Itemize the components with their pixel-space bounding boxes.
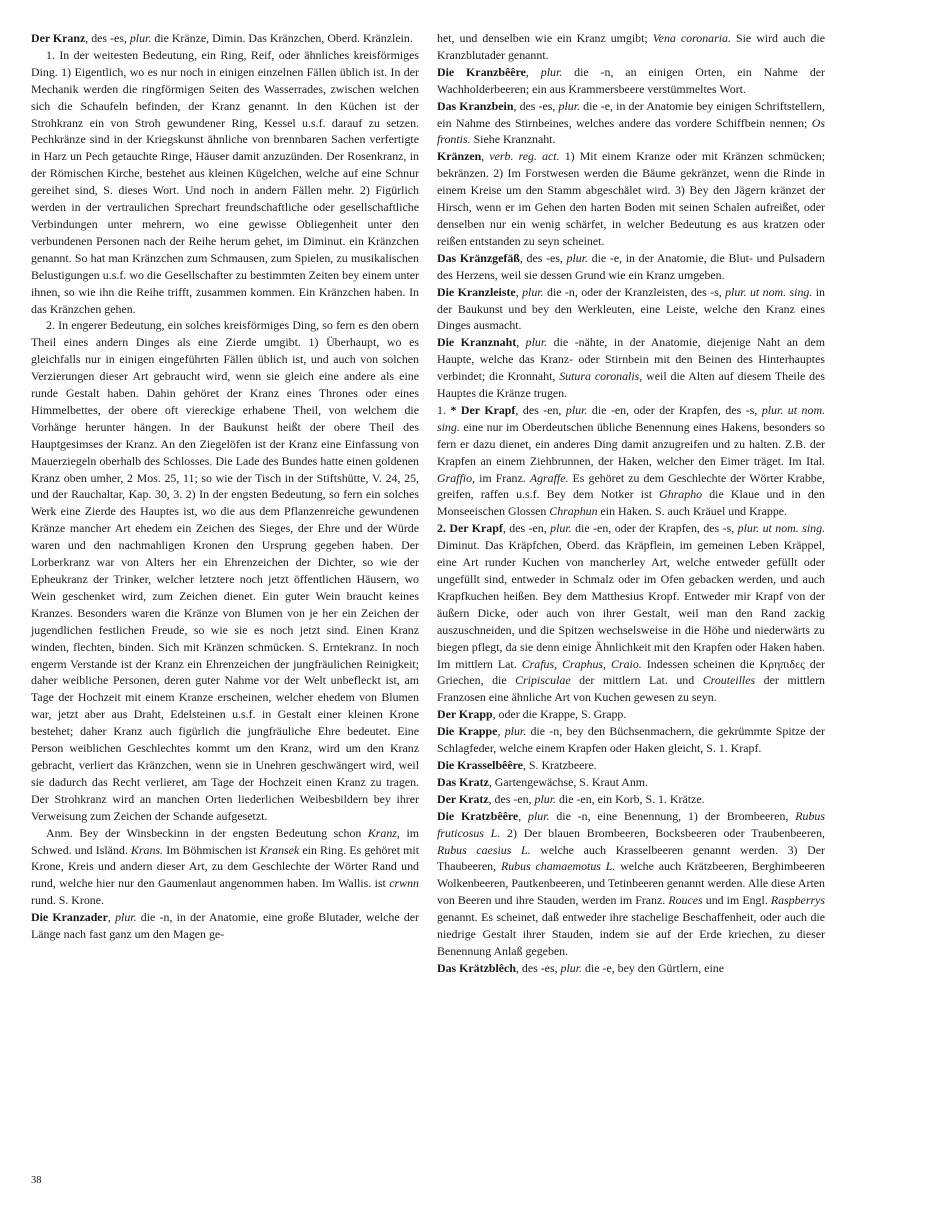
entry-text: , <box>525 64 541 79</box>
dictionary-entry <box>437 64 825 98</box>
dictionary-entry <box>31 317 419 824</box>
entry-text: Siehe Kranznaht. <box>470 132 556 147</box>
headword: Die Kratzbêêre <box>437 808 519 823</box>
dictionary-entry <box>437 520 825 706</box>
italic-text: Rubus fruticosus L. <box>437 808 825 840</box>
right-column <box>437 30 825 977</box>
italic-text: plur. <box>560 960 583 975</box>
dictionary-entry <box>31 909 419 943</box>
entry-text: ein Haken. S. auch Kräuel und Krappe. <box>597 504 788 519</box>
italic-text: plur. <box>566 250 589 265</box>
dictionary-entry <box>437 774 825 791</box>
entry-text: die -nähte, in der Anatomie, diejenige Naht an dem Haupte, welche das Kranz- oder Stirnbein mit den Beinen des Hinterhauptes verbindet; die Kronnaht, <box>437 335 825 384</box>
entry-text: Diminut. Das Kräpfchen, Oberd. das Kräpflein, im gemeinen Leben Kräppel, eine Art runder Kuchen von mancherley Art, welche entweder gefüllt oder ungefüllt sind, entweder in Schmalz oder im Ofen gebacken werden, und auch Krapfkuchen heißen. Bey dem Matthesius Kropf. Entweder mir Krapf von der äußern Dicke, oder auch von ihrer Gestalt, weil man den Rand zackig auszuschneiden, und die Spitzen wechselsweise in die Höhe und niederwärts zu biegen pflegt, da sie denn einige Ähnlichkeit mit den Krapfen oder Haken haben. Im mittlern Lat. <box>437 538 825 671</box>
headword: Das Kranzbein <box>437 98 514 113</box>
entry-text: der mittlern Franzosen eine ähnliche Art von Kuchen gewesen zu seyn. <box>437 673 825 705</box>
entry-text: , <box>515 284 523 299</box>
entry-text: die Klaue und in den Monseeischen Glossen <box>437 487 825 519</box>
entry-text: , S. Kratzbeere. <box>522 757 597 772</box>
entry-text: 1. <box>437 402 451 417</box>
entry-text: die -en, oder der Krapfen, des -s, <box>571 521 738 536</box>
dictionary-entry <box>437 791 825 808</box>
headword: Die Krappe <box>437 724 498 739</box>
headword: Das Kränzgefäß <box>437 250 520 265</box>
italic-text: Chraphun <box>549 504 598 519</box>
entry-text: Sie wird auch die Kranzblutader genannt. <box>437 31 825 62</box>
italic-text: Kransek <box>259 842 300 857</box>
italic-text: Agraffe. <box>529 470 569 485</box>
entry-text: , Gartengewächse, S. Kraut Anm. <box>488 774 649 789</box>
dictionary-entry <box>437 250 825 284</box>
italic-text: plur. ut nom. sing. <box>437 402 826 434</box>
dictionary-entry <box>437 148 825 249</box>
italic-text: Rubus chamaemotus L. <box>500 859 616 874</box>
entry-text: die -e, in der Anatomie bey einigen Schriftstellern, ein Nahme des Stirnbeines, welches andere das vordere Schiffbein nennen; <box>437 98 825 130</box>
left-column <box>31 30 419 943</box>
dictionary-entry <box>31 825 419 910</box>
entry-text: die -en, ein Korb, S. 1. Krätze. <box>556 791 705 806</box>
entry-text: in der Baukunst und bey den Werkleuten, eine Leiste, welche den Kranz eines Dinges ausmacht. <box>437 284 825 333</box>
headword: Kränzen <box>437 149 482 164</box>
dictionary-entry <box>437 284 825 335</box>
entry-text: die -e, bey den Gürtlern, eine <box>582 960 724 975</box>
dictionary-entry <box>437 98 825 149</box>
entry-text: die -e, in der Anatomie, die Blut- und Pulsadern des Herzens, weil sie dessen Grund wie ein Kranz umgeben. <box>437 250 825 282</box>
entry-text: 1. In der weitesten Bedeutung, ein Ring, Reif, oder ähnliches kreisförmiges Ding. 1) Eigentlich, wo es nur noch in einigen einzelnen Fällen üblich ist. In der Mechanik werden die ringförmigen Seiten des Wasserrades, zwischen welchen sich die Schaufeln befinden, der Kranz genannt. In den Küchen ist der Strohkranz ein von Stroh gewundener Ring, Kessel u.s.f. darauf zu setzen. Pechkränze sind in der Kriegskunst ähnliche von brennbaren Sachen verfertigte in Harz un Pech getauchte Ringe, Häuser damit anzuzünden. Der Rosenkranz, in der Römischen Kirche, bestehet aus kleinen Kügelchen, welche auf eine Schnur gereihet sind, S. dieses Wort. Und noch in andern Fällen mehr. 2) Figürlich werden in der vertraulichen Sprechart freundschaftliche oder gesellschaftliche Verbindungen unter mehrern, wo eine gewisse Obliegenheit unter den verbundenen Personen nach der Reihe herum gehet, im Diminut. ein Kränzchen genannt. So hat man Kränzchen zum Schmausen, zum Spielen, zu musikalischen Belustigungen u.s.f. wo die Gesellschafter zu bestimmten Zeiten bey einem unter ihnen, so wie ihn die Reihe trifft, zusammen kommen. Ein Kränzchen haben. In das Kränzchen gehen. <box>31 47 419 316</box>
italic-text: Crouteilles <box>702 673 756 688</box>
italic-text: plur. ut nom. sing. <box>725 284 813 299</box>
entry-text: , oder die Krappe, S. Grapp. <box>492 707 627 722</box>
italic-text: Raspberrys <box>770 893 825 908</box>
italic-text: plur. <box>558 98 581 113</box>
italic-text: Rubus caesius L. <box>437 842 531 857</box>
entry-text: die Kränze, Dimin. Das Kränzchen, Oberd. Kränzlein. <box>151 31 413 45</box>
entry-text: , <box>516 335 526 350</box>
entry-text: weil die Alten auf diesem Theile des Hauptes die Kränze trugen. <box>437 369 826 401</box>
italic-text: plur. ut nom. sing. <box>737 521 825 536</box>
entry-text: , des -es, <box>515 960 561 975</box>
entry-text: , <box>481 149 490 164</box>
entry-text: Im Böhmischen ist <box>163 842 260 857</box>
italic-text: plur. <box>550 521 572 536</box>
dictionary-entry <box>437 808 825 960</box>
italic-text: Sutura coronalis, <box>559 369 643 384</box>
headword: Die Kranzader <box>31 910 108 925</box>
italic-text: plur. <box>528 808 550 823</box>
entry-text: het, und denselben wie ein Kranz umgibt; <box>437 31 653 45</box>
italic-text: plur. <box>565 402 588 417</box>
italic-text: Os frontis. <box>437 115 825 147</box>
italic-text: plur. <box>534 791 556 806</box>
entry-text: eine nur im Oberdeutschen übliche Benennung eines Hakens, besonders so fern er dazu dienet, ein anderes Ding damit anzugreifen und zu halten. Z.B. der Krapfen an einem Ziehbrunnen, der Haken, welcher den Eimer träget. Im Ital. <box>437 419 825 468</box>
entry-text: Anm. Bey der Winsbeckinn in der engsten Bedeutung schon <box>46 825 368 840</box>
entry-text: , des -en, <box>502 521 551 536</box>
entry-text: welche auch Krasselbeeren genannt werden. 3) Der Thaubeeren, <box>437 842 825 874</box>
headword: Die Kranzleiste <box>437 284 516 299</box>
italic-text: Kranz, <box>367 825 400 840</box>
italic-text: plur. <box>540 64 563 79</box>
dictionary-entry <box>437 402 825 520</box>
entry-text: , des -es, <box>85 31 130 45</box>
italic-text: Rouces <box>668 893 703 908</box>
entry-text: die -n, oder der Kranzleisten, des -s, <box>543 284 726 299</box>
italic-text: Graffio, <box>437 470 475 485</box>
entry-text: welche auch Krätzbeeren, Berghimbeeren Wolkenbeeren, Pautkenbeeren, und Tetinbeeren genannt werden. Alle diese Arten von Beeren und ihre Stauden, werden im Franz. <box>437 859 825 908</box>
entry-text: ein Ring. Es gehöret mit Krone, Kreis und andern dieser Art, zu dem Geschlechte der Wörter Rand und rund, welche hier nur den Gaumenlaut angenommen haben. Im Wallis. ist <box>31 842 420 891</box>
dictionary-entry <box>31 30 419 47</box>
entry-text: , des -es, <box>513 98 559 113</box>
headword: Die Krasselbêêre <box>437 757 523 772</box>
entry-text: 2. In engerer Bedeutung, ein solches kreisförmiges Ding, so fern es den obern Theil eines andern Dinges als eine Zierde umgibt. 1) Überhaupt, wo es gleichfalls nur in einigen eingeführten Fällen üblich ist, und auch von solchen Verzierungen dieser Art gebraucht wird, wenn sie gleich eine andere als eine runde Gestalt haben. Dahin gehöret der Kranz eines Thrones oder eines Himmelbettes, der obere oft viereckige erhabene Theil, von welchem die Vorhänge herunter hängen. In der Baukunst heißt der obere Theil des Hauptgesimses der Kranz. An den Ziegelöfen ist der Kranz eine Einfassung von Mauerziegeln oberhalb des Schlosses. Die Lade des Bundes hatte einen goldenen Kranz oben umher, 2 Mos. 25, 11; so wie der Tisch in der Stiftshütte, V. 24, 25, und der Rauchaltar, Kap. 30, 3. 2) In der engsten Bedeutung, so fern ein solches Werk eine Zierde des Hauptes ist, wo die aus dem Pflanzenreiche gewundenen Kränze mancher Art ehedem ein Zeichen des Sieges, der Ehre und der Würde waren und den nachmahligen Kronen den Ursprung gegeben haben. Der Lorberkranz war von Alters her ein Ehrenzeichen der Dichter, so wie der Epheukranz der Trinker, welcher letztere noch jetzt öffentlichen Häusern, wo Wein geschenket wird, zum Zeichen dienet. Ein guter Wein braucht keines Kranzes. Besonders waren die Kränze von Blumen von je her ein Zeichen der jugendlichen festlichen Freude, so wie sie es noch jetzt sind. Einen Kranz winden, flechten, binden. Sich mit Kränzen schmücken. S. Erntekranz. In noch engerm Verstande ist der Kranz ein Ehrenzeichen der jungfräulichen Reinigkeit; daher weibliche Personen, deren guter Nahme vor der Welt unbefleckt ist, am Tage der Hochzeit mit einem Kranze erscheinen, welcher ehedem von Blumen war, jetzt aber aus Draht, Edelsteinen u.s.f. in Gestalt einer kleinen Krone bestehet; daher Kranz auch figürlich die jungfräuliche Ehre bedeutet. Eine Person weiblichen Geschlechtes kommt um den Kranz, wird um den Kranz gebracht, verliert das Kränzchen, wenn sie in Unehren geschwängert wird, weil sie dadurch das Recht verlieret, am Tage der Hochzeit einen Kranz zu tragen. Der Strohkranz wird an manchen Orten liederlichen Weibesbildern bey ihrer Verweisung zum Zeichen der Schande aufgesetzt. <box>31 318 419 823</box>
headword: Der Krapp <box>437 707 493 722</box>
entry-text: , des -en, <box>515 402 566 417</box>
headword: 2. Der Krapf <box>437 521 503 536</box>
italic-text: plur. <box>129 31 152 45</box>
entry-text: die -n, in der Anatomie, eine große Blutader, welche der Länge nach fast ganz um den Magen ge- <box>31 910 419 942</box>
headword: Der Kranz <box>31 31 86 45</box>
entry-text: , des -en, <box>488 791 535 806</box>
italic-text: Vena coronaria. <box>652 31 731 45</box>
entry-text: rund. S. Krone. <box>31 893 104 908</box>
entry-text: , des -es, <box>519 250 567 265</box>
entry-text: Es gehöret zu dem Geschlechte der Wörter Krabbe, greifen, raffen u.s.f. Bey dem Notker ist <box>437 470 825 502</box>
italic-text: Krans. <box>130 842 164 857</box>
italic-text: Crafus, Craphus, Craio. <box>521 656 642 671</box>
dictionary-entry <box>437 960 825 977</box>
entry-text: im Franz. <box>475 470 530 485</box>
italic-text: plur. <box>115 910 137 925</box>
dictionary-entry <box>437 334 825 402</box>
entry-text: , <box>518 808 529 823</box>
italic-text: Cripisculae <box>515 673 571 688</box>
dictionary-entry <box>437 723 825 757</box>
headword: Der Kratz <box>437 791 489 806</box>
dictionary-entry <box>437 757 825 774</box>
italic-text: verb. reg. act. <box>489 149 560 164</box>
entry-text: 1) Mit einem Kranze oder mit Kränzen schmücken; bekränzen. 2) Im Forstwesen werden die Bäume gekränzet, wenn die Rinde in einem Kreise um den Stamm abgeschälet wird. 3) Bey den Jägern kränzet der Hirsch, wenn er im Gehen den harten Boden mit seinen Schalen aufreißet, oder denselben nur ein wenig schärfet, in welcher Bedeutung es aus kratzen oder reißen entstanden zu seyn scheinet. <box>437 149 825 248</box>
entry-text: die -en, oder der Krapfen, des -s, <box>587 402 762 417</box>
entry-text: 2) Der blauen Brombeeren, Bocksbeeren oder Traubenbeeren, <box>500 825 825 840</box>
italic-text: plur. <box>525 335 548 350</box>
italic-text: plur. <box>522 284 544 299</box>
entry-text: genannt. Es scheinet, daß entweder ihre stachelige Beschaffenheit, oder auch die niedrige Gestalt ihrer Stauden, indem sie auf der Erde kriechen, zu dieser Benennung Anlaß gegeben. <box>437 910 825 958</box>
entry-text: die -n, an einigen Orten, ein Nahme der Wachholderbeeren; ein aus Krammersbeere verstümmeltes Wort. <box>437 64 826 96</box>
entry-text: , <box>497 724 505 739</box>
headword: Das Krätzblêch <box>437 960 516 975</box>
entry-text: die -n, bey den Büchsenmachern, die gekrümmte Spitze der Schlagfeder, welche einem Krapfen oder Haken gleicht, S. 1. Krapf. <box>437 724 825 756</box>
dictionary-entry <box>437 30 825 64</box>
italic-text: crwnn <box>389 876 419 891</box>
entry-text: , <box>107 910 116 925</box>
italic-text: Ghrapho <box>659 487 703 502</box>
entry-text: Indessen scheinen die Κρηπιδες der Griechen, die <box>437 656 825 688</box>
entry-text: die -n, eine Benennung, 1) der Brombeeren, <box>549 808 796 823</box>
entry-text: und im Engl. <box>702 893 771 908</box>
headword: * Der Krapf <box>450 402 516 417</box>
entry-text: der mittlern Lat. und <box>570 673 703 688</box>
headword: Das Kratz <box>437 774 489 789</box>
dictionary-entry <box>437 706 825 723</box>
dictionary-entry <box>31 47 419 318</box>
headword: Die Kranznaht <box>437 335 517 350</box>
page-number: 38 <box>31 1175 42 1186</box>
entry-text: im Schwed. und Isländ. <box>31 825 419 857</box>
headword: Die Kranzbêêre <box>437 64 526 79</box>
italic-text: plur. <box>504 724 527 739</box>
